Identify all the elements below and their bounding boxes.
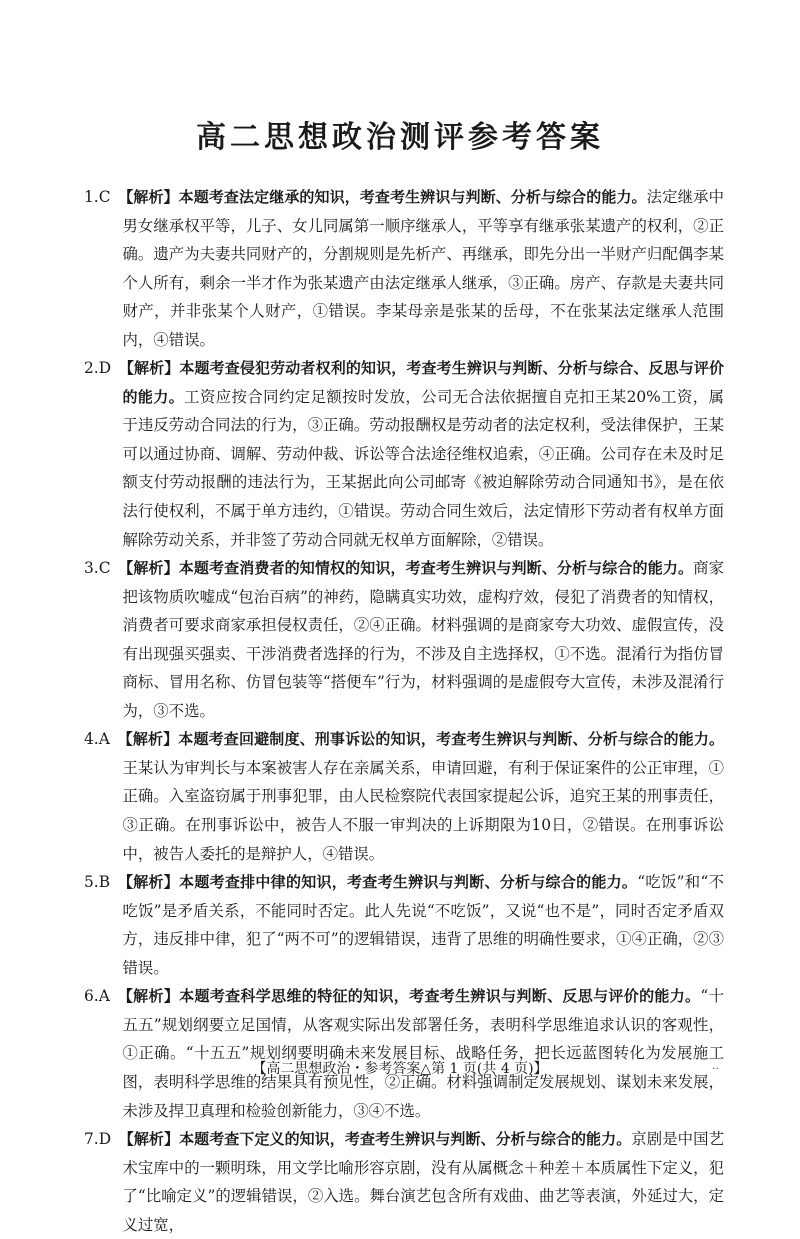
answer-item-6 [84,982,724,1125]
answer-item-3 [84,554,724,725]
analysis-body: “十五五”规划纲要立足国情，从客观实际出发部署任务，表明科学思维追求认识的客观性，①正确。“十五五”规划纲要明确未来发展目标、战略任务，把长远蓝图转化为发展施工图，表明科学思维的结果具有预见性，②正确。材料强调制定发展规划、谋划未来发展，未涉及捍卫真理和检验创新能力，③④不选。 [122,987,724,1120]
corner-mark: ·· [712,1062,719,1075]
answer-choice: D [98,1130,112,1149]
analysis-lead: 【解析】本题考查回避制度、刑事诉讼的知识，考查考生辨识与判断、分析与综合的能力。 [117,730,724,749]
analysis-lead: 【解析】本题考查侵犯劳动者权利的知识，考查考生辨识与判断、分析与综合、反思与评价的能力。 [118,359,724,406]
answer-choice: B [98,873,110,892]
answer-number: 4. [84,730,99,749]
answer-item-7 [84,1125,724,1239]
answer-number: 6. [84,987,99,1006]
analysis-lead: 【解析】本题考查下定义的知识，考查考生辨识与判断、分析与综合的能力。 [118,1130,632,1149]
answer-choice: C [98,559,111,578]
answer-number: 2. [84,359,99,378]
answer-choice: A [98,730,110,749]
answer-item-4 [84,725,724,868]
analysis-lead: 【解析】本题考查消费者的知情权的知识，考查考生辨识与判断、分析与综合的能力。 [118,559,694,578]
answer-choice: D [98,359,112,378]
analysis-body: 王某认为审判长与本案被害人存在亲属关系，申请回避，有利于保证案件的公正审理，①正确。入室盗窃属于刑事犯罪，由人民检察院代表国家提起公诉，追究王某的刑事责任，③正确。在刑事诉讼中，被告人不服一审判决的上诉期限为10日，②错误。在刑事诉讼中，被告人委托的是辩护人，④错误。 [122,758,724,863]
answer-item-1 [84,183,724,354]
analysis-body: “吃饭”和“不吃饭”是矛盾关系，不能同时否定。此人先说“不吃饭”，又说“也不是”，同时否定矛盾双方，违反排中律，犯了“两不可”的逻辑错误，违背了思维的明确性要求，①④正确，②③错误。 [122,873,724,977]
answer-number: 1. [84,188,99,206]
analysis-body: 商家把该物质吹嘘成“包治百病”的神药，隐瞒真实功效，虚构疗效，侵犯了消费者的知情权，消费者可要求商家承担侵权责任，②④正确。材料强调的是商家夸大功效、虚假宣传，没有出现强买强卖、干涉消费者选择的行为，不涉及自主选择权，①不选。混淆行为指仿冒商标、冒用名称、仿冒包装等“搭便车”行为，材料强调的是虚假夸大宣传，未涉及混淆行为，③不选。 [122,559,724,720]
answer-item-2 [84,354,724,554]
answer-item-5 [84,868,724,982]
page-title: 高二思想政治测评参考答案 [196,120,604,155]
answer-number: 5. [84,873,99,892]
analysis-body: 工资应按合同约定足额按时发放，公司无合法依据擅自克扣王某20%工资，属于违反劳动合同法的行为，③正确。劳动报酬权是劳动者的法定权利，受法律保护，王某可以通过协商、调解、劳动仲裁、诉讼等合法途径维权追索，④正确。公司存在未及时足额支付劳动报酬的违法行为，王某据此向公司邮寄《被迫解除劳动合同通知书》，是在依法行使权利，不属于单方违约，①错误。劳动合同生效后，法定情形下劳动者有权单方面解除劳动关系，并非签了劳动合同就无权单方面解除，②错误。 [122,387,724,549]
answer-choice: C [98,188,111,206]
analysis-body: 法定继承中男女继承权平等，儿子、女儿同属第一顺序继承人，平等享有继承张某遗产的权利，②正确。遗产为夫妻共同财产的，分割规则是先析产、再继承，即先分出一半财产归配偶李某个人所有，剩余一半才作为张某遗产由法定继承人继承，③正确。房产、存款是夫妻共同财产，并非张某个人财产，①错误。李某母亲是张某的岳母，不在张某法定继承人范围内，④错误。 [122,188,724,349]
answer-choice: A [98,987,110,1006]
page-footer: 【高二思想政治・参考答案△第 1 页(共 4 页)】 [252,1061,548,1077]
analysis-lead: 【解析】本题考查科学思维的特征的知识，考查考生辨识与判断、反思与评价的能力。 [117,987,701,1006]
analysis-lead: 【解析】本题考查法定继承的知识，考查考生辨识与判断、分析与综合的能力。 [118,188,647,206]
answer-number: 7. [84,1130,99,1149]
analysis-lead: 【解析】本题考查排中律的知识，考查考生辨识与判断、分析与综合的能力。 [117,873,638,892]
answer-number: 3. [84,559,99,578]
analysis-body: 京剧是中国艺术宝库中的一颗明珠，用文学比喻形容京剧，没有从属概念＋种差＋本质属性下定义，犯了“比喻定义”的逻辑错误，②入选。舞台演艺包含所有戏曲、曲艺等表演，外延过大，定义过宽， [122,1130,724,1234]
answer-list [84,183,724,1239]
